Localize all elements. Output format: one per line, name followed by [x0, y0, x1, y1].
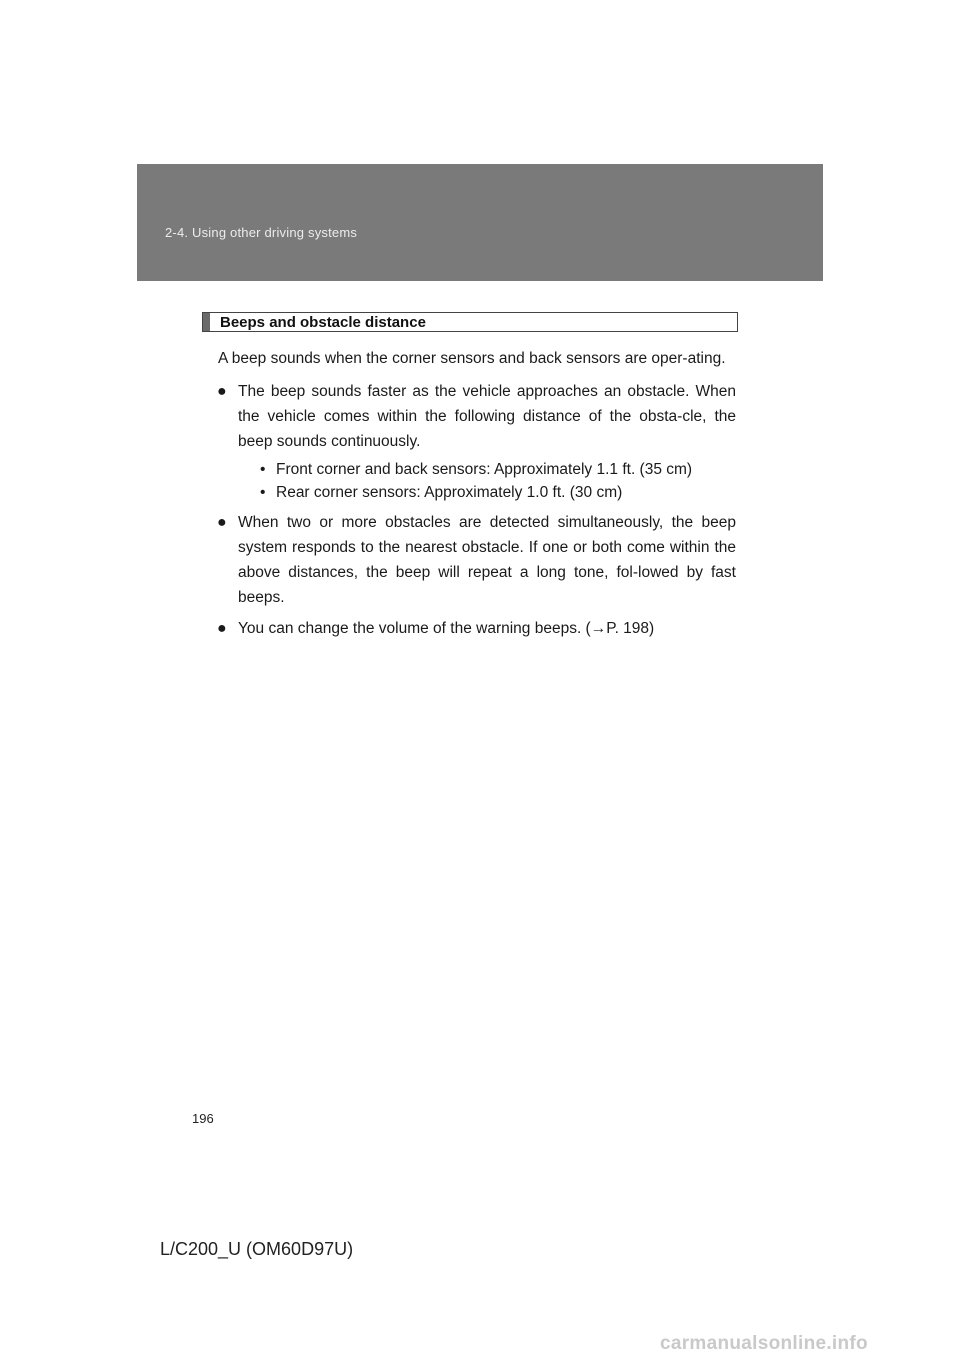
- bullet-icon: ●: [217, 620, 227, 637]
- page-number: 196: [192, 1111, 214, 1126]
- bullet-icon: ●: [217, 383, 227, 400]
- sub-list: [258, 458, 736, 504]
- section-heading: [202, 312, 738, 332]
- bullet-item: [218, 379, 736, 504]
- intro-paragraph: A beep sounds when the corner sensors and back sensors are oper-ating.: [218, 350, 726, 367]
- document-code: L/C200_U (OM60D97U): [160, 1239, 354, 1259]
- bullet-item: [218, 616, 736, 641]
- sub-item: [258, 458, 736, 481]
- sub-item: [258, 481, 736, 504]
- sub-bullet-icon: •: [260, 461, 266, 478]
- bullet-text: The beep sounds faster as the vehicle approaches an obstacle. When the vehicle comes within the following distance of the obsta-cle, the beep sounds continuously.: [238, 383, 736, 450]
- bullet-item: [218, 510, 736, 610]
- heading-text: Beeps and obstacle distance: [220, 314, 426, 331]
- bullet-icon: ●: [217, 514, 227, 531]
- sub-item-text: Rear corner sensors: Approximately 1.0 ft. (30 cm): [276, 484, 623, 501]
- sub-bullet-icon: •: [260, 484, 266, 501]
- bullet-text: When two or more obstacles are detected simultaneously, the beep system responds to the nearest obstacle. If one or both come within the above distances, the beep will repeat a long tone, fol-lowed by fast beeps.: [238, 514, 736, 606]
- heading-bar: [203, 313, 210, 331]
- section-title: 2-4. Using other driving systems: [165, 225, 358, 240]
- sub-item-text: Front corner and back sensors: Approximately 1.1 ft. (35 cm): [276, 461, 693, 478]
- header-band: [137, 164, 823, 281]
- content: [218, 346, 736, 647]
- bullet-text: You can change the volume of the warning beeps. (→P. 198): [238, 620, 655, 637]
- watermark: carmanualsonline.info: [660, 1333, 868, 1354]
